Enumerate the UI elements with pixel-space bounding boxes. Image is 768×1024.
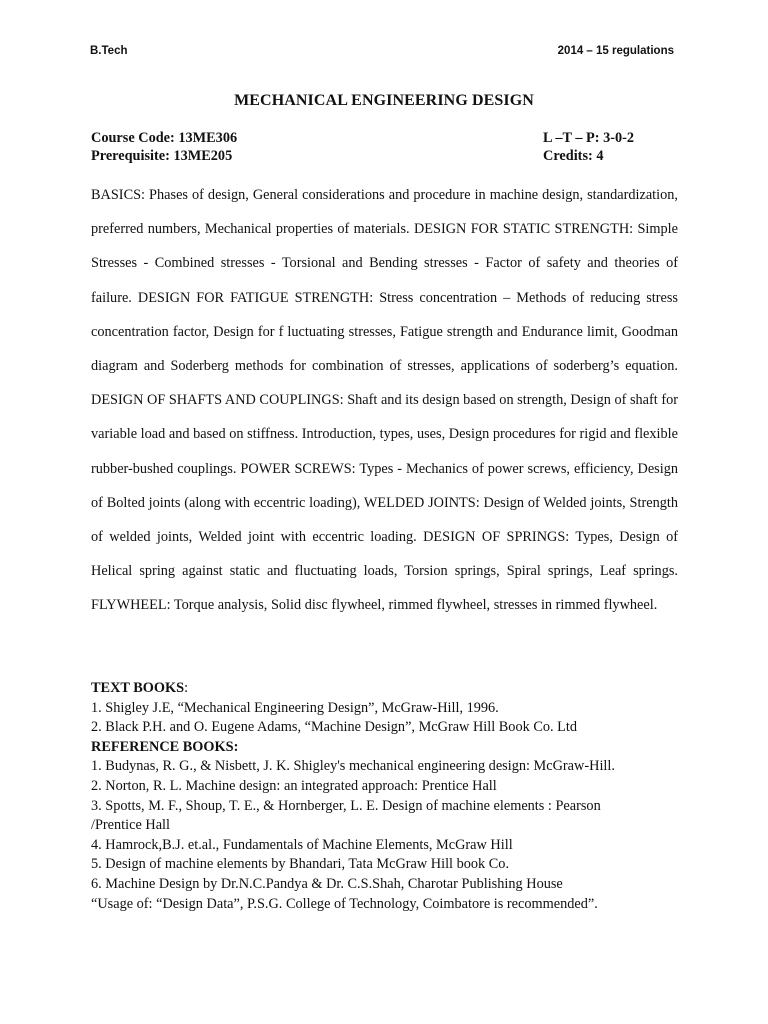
text-book-item: 2. Black P.H. and O. Eugene Adams, “Machine Design”, McGraw Hill Book Co. Ltd <box>91 719 578 736</box>
reference-book-item: /Prentice Hall <box>91 817 171 834</box>
course-code: Course Code: 13ME306 <box>91 130 238 146</box>
page-title: MECHANICAL ENGINEERING DESIGN <box>234 92 534 109</box>
header-regulations: 2014 – 15 regulations <box>557 45 674 57</box>
books-section <box>91 679 691 914</box>
reference-book-item: 6. Machine Design by Dr.N.C.Pandya & Dr. C.S.Shah, Charotar Publishing House <box>91 875 563 892</box>
text-books-heading-colon: : <box>184 680 189 696</box>
reference-book-item: 4. Hamrock,B.J. et.al., Fundamentals of Machine Elements, McGraw Hill <box>91 836 513 853</box>
text-books-heading: TEXT BOOKS <box>91 680 185 696</box>
reference-book-item: 3. Spotts, M. F., Shoup, T. E., & Hornberger, L. E. Design of machine elements : Pearson <box>91 797 601 814</box>
header-program: B.Tech <box>90 45 128 57</box>
syllabus-body: BASICS: Phases of design, General considerations and procedure in machine design, standardization, preferred numbers, Mechanical properties of materials. DESIGN FOR STATIC STRENGTH: Simple Stresses - Combined stresses - Torsional and Bending stresses - Factor of safety and theories of failure. DESIGN FOR FATIGUE STRENGTH: Stress concentration – Methods of reducing stress concentration factor, Design for f luctuating stresses, Fatigue strength and Endurance limit, Goodman diagram and Soderberg methods for combination of stresses, applications of soderberg’s equation. DESIGN OF SHAFTS AND COUPLINGS: Shaft and its design based on strength, Design of shaft for variable load and based on stiffness. Introduction, types, uses, Design procedures for rigid and flexible rubber-bushed couplings. POWER SCREWS: Types - Mechanics of power screws, efficiency, Design of Bolted joints (along with eccentric loading), WELDED JOINTS: Design of Welded joints, Strength of welded joints, Welded joint with eccentric loading. DESIGN OF SPRINGS: Types, Design of Helical spring against static and fluctuating loads, Torsion springs, Spiral springs, Leaf springs. FLYWHEEL: Torque analysis, Solid disc flywheel, rimmed flywheel, stresses in rimmed flywheel. <box>91 187 678 614</box>
text-book-item: 1. Shigley J.E, “Mechanical Engineering Design”, McGraw-Hill, 1996. <box>91 699 499 716</box>
text-books-heading-line <box>91 679 691 699</box>
course-prerequisite: Prerequisite: 13ME205 <box>91 148 233 164</box>
reference-book-item: 1. Budynas, R. G., & Nisbett, J. K. Shigley's mechanical engineering design: McGraw-Hill. <box>91 758 615 775</box>
course-ltp: L –T – P: 3-0-2 <box>543 130 635 146</box>
reference-books-heading: REFERENCE BOOKS: <box>91 738 239 755</box>
course-credits: Credits: 4 <box>543 148 604 164</box>
design-data-note: “Usage of: “Design Data”, P.S.G. College of Technology, Coimbatore is recommended”. <box>91 895 598 912</box>
reference-book-item: 2. Norton, R. L. Machine design: an integrated approach: Prentice Hall <box>91 777 497 794</box>
reference-book-item: 5. Design of machine elements by Bhandari, Tata McGraw Hill book Co. <box>91 856 510 873</box>
